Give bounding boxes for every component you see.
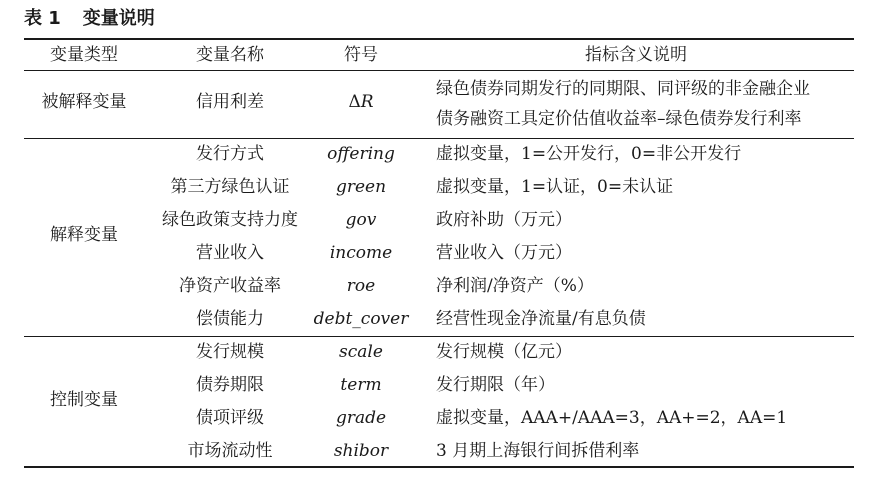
bottom-rule: [24, 466, 854, 468]
section-rule-2: [24, 336, 854, 337]
header-description: 指标含义说明: [585, 45, 687, 65]
explanatory-desc-3: 营业收入（万元）: [436, 243, 572, 263]
control-name-0: 发行规模: [196, 342, 264, 362]
explanatory-name-2: 绿色政策支持力度: [162, 210, 298, 230]
explained-name: 信用利差: [196, 92, 264, 112]
control-symbol-2: grade: [335, 408, 387, 428]
header-variable-type: 变量类型: [50, 45, 118, 65]
explained-symbol-var: R: [360, 92, 374, 112]
explanatory-desc-4: 净利润/净资产（%）: [436, 276, 594, 296]
control-desc-3: 3 月期上海银行间拆借利率: [436, 441, 640, 461]
explained-symbol: [300, 91, 422, 113]
explanatory-name-4: 净资产收益率: [179, 276, 281, 296]
explanatory-symbol-0: offering: [327, 144, 395, 164]
header-variable-name: 变量名称: [196, 45, 264, 65]
explanatory-name-1: 第三方绿色认证: [170, 177, 290, 197]
control-symbol-1: term: [340, 375, 382, 395]
explanatory-symbol-2: gov: [345, 210, 377, 230]
explanatory-desc-2: 政府补助（万元）: [436, 210, 572, 230]
header-symbol: 符号: [344, 45, 378, 65]
control-desc-1: 发行期限（年）: [436, 375, 555, 395]
section-rule-1: [24, 138, 854, 139]
control-symbol-0: scale: [339, 342, 383, 362]
header-rule: [24, 70, 854, 71]
explained-type: 被解释变量: [41, 92, 127, 112]
control-desc-0: 发行规模（亿元）: [436, 342, 572, 362]
control-symbol-3: shibor: [333, 441, 389, 461]
table-title: 变量说明: [82, 8, 155, 29]
explanatory-symbol-1: green: [335, 177, 387, 197]
control-name-3: 市场流动性: [187, 441, 273, 461]
explanatory-type: 解释变量: [50, 225, 118, 245]
control-desc-2: 虚拟变量，AAA+/AAA=3，AA+=2，AA=1: [436, 408, 788, 428]
table-caption: [24, 6, 155, 32]
control-name-2: 债项评级: [196, 408, 264, 428]
top-rule: [24, 38, 854, 40]
control-name-1: 债券期限: [196, 375, 264, 395]
explanatory-symbol-5: debt_cover: [313, 309, 409, 329]
control-type: 控制变量: [50, 390, 118, 410]
explanatory-name-3: 营业收入: [196, 243, 264, 263]
explained-desc-line2: 债务融资工具定价估值收益率–绿色债券发行利率: [436, 109, 802, 129]
delta-symbol: Δ: [348, 92, 361, 112]
explanatory-symbol-4: roe: [346, 276, 376, 296]
explanatory-desc-5: 经营性现金净流量/有息负债: [436, 309, 646, 329]
explained-desc-line1: 绿色债券同期发行的同期限、同评级的非金融企业: [436, 79, 810, 99]
table-number: 表 1: [24, 8, 61, 29]
explanatory-desc-1: 虚拟变量，1=认证，0=未认证: [436, 177, 674, 197]
explanatory-name-0: 发行方式: [196, 144, 264, 164]
explanatory-name-5: 偿债能力: [196, 309, 264, 329]
explanatory-symbol-3: income: [329, 243, 393, 263]
explanatory-desc-0: 虚拟变量，1=公开发行，0=非公开发行: [436, 144, 742, 164]
